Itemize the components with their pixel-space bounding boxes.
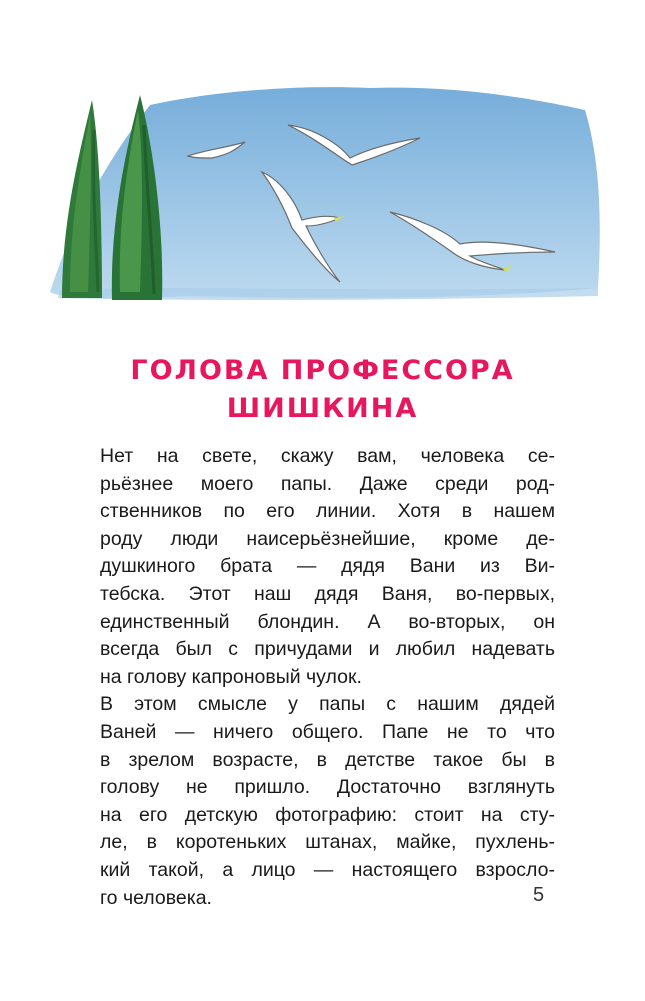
text-line: В этом смысле у папы с нашим дядей xyxy=(100,693,555,716)
text-line: кий такой, а лицо — настоящего взросло- xyxy=(100,858,555,881)
chapter-title xyxy=(0,352,645,428)
text-line: го человека. xyxy=(100,886,212,909)
text-line: на его детскую фотографию: стоит на сту- xyxy=(100,803,555,826)
text-line: всегда был с причудами и любил надевать xyxy=(100,638,555,661)
paragraph-2 xyxy=(100,691,555,912)
sky-with-seagulls-illustration xyxy=(40,30,605,305)
text-line: душкиного брата — дядя Вани из Ви- xyxy=(100,555,555,578)
text-line: Нет на свете, скажу вам, человека се- xyxy=(100,445,555,467)
text-line: на голову капроновый чулок. xyxy=(100,665,362,688)
text-line: ле, в коротеньких штанах, майке, пухлень- xyxy=(100,831,555,854)
text-line: ственников по его линии. Хотя в нашем xyxy=(100,500,555,523)
chapter-title-line-2: ШИШКИНА xyxy=(226,393,419,424)
page-number: 5 xyxy=(533,884,545,906)
text-line: рьёзнее моего папы. Даже среди род- xyxy=(100,472,555,495)
text-line: в зрелом возрасте, в детстве такое бы в xyxy=(100,748,555,771)
text-line: Ваней — ничего общего. Папе не то что xyxy=(100,720,555,743)
text-line: единственный блондин. А во-вторых, он xyxy=(100,610,555,633)
cypress-tree-left xyxy=(62,100,102,298)
text-line: голову не пришло. Достаточно взглянуть xyxy=(100,776,555,799)
chapter-title-line-1: ГОЛОВА ПРОФЕССОРА xyxy=(130,355,515,386)
text-line: тебска. Этот наш дядя Ваня, во-первых, xyxy=(100,582,555,605)
paragraph-1 xyxy=(100,443,555,691)
body-text xyxy=(100,443,555,912)
text-line: роду люди наисерьёзнейшие, кроме де- xyxy=(100,527,555,550)
